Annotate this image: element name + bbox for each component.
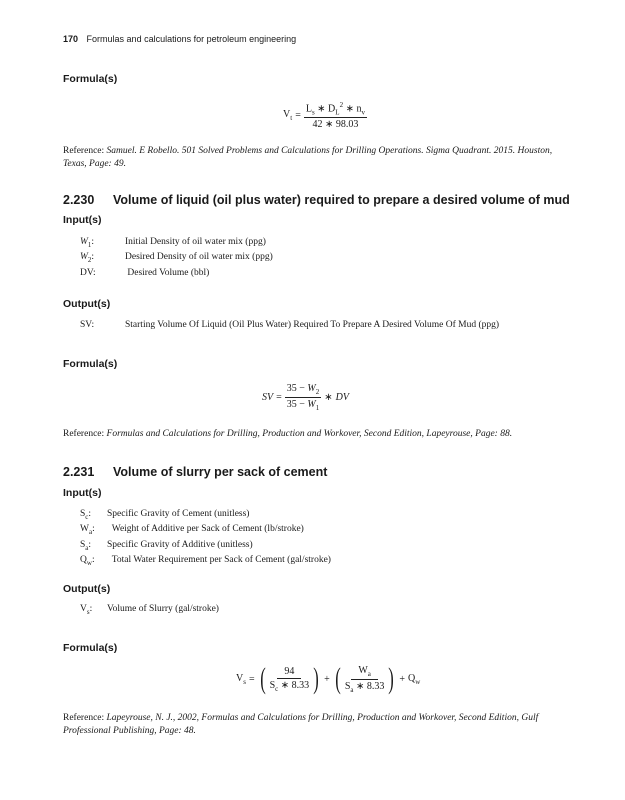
section-231-reference: Reference: Lapeyrouse, N. J., 2002, Formulas and Calculations for Drilling, Production and Workover, Second Edition, Gulf Professional Publishing, Page: 48. [63,713,539,736]
input-row: $W_1$: Initial Density of oil water mix (ppg) [80,237,266,249]
section-number: 2.230 [63,193,95,207]
output-row: $V_s$: Volume of Slurry (gal/stroke) [80,604,219,616]
section-230-formula: SV = $\frac{35 - W_2}{35 - W_1}$ ∗ DV [262,383,349,412]
top-reference: Reference: Samuel. E Robello. 501 Solved Problems and Calculations for Drilling Operations. Sigma Quadrant. 2015. Houston, Texas, Page: 49. [63,146,553,169]
top-formula-label: Formula(s) [63,73,118,85]
input-row: $S_c$: Specific Gravity of Cement (unitless) [80,509,250,521]
input-row: $S_a$: Specific Gravity of Additive (unitless) [80,539,253,552]
section-231-reference-text: Lapeyrouse, N. J., 2002, Formulas and Calculations for Drilling, Production and Workover, Second Edition, Gulf Professional Publishing, Page: 48. [63,713,539,736]
page-number: 170 [63,34,79,44]
top-reference-text: Samuel. E Robello. 501 Solved Problems and Calculations for Drilling Operations. Sigma Quadrant. 2015. Houston, Texas, Page: 49. [63,146,553,169]
section-230-inputs [80,236,273,279]
section-231-inputs [80,508,331,570]
section-231-heading [63,465,583,479]
output-row: SV: Starting Volume Of Liquid (Oil Plus Water) Required To Prepare A Desired Volume Of Mud (ppg) [80,320,500,330]
section-230-heading [63,193,583,207]
input-row: $Q_w$: Total Water Requirement per Sack of Cement (gal/stroke) [80,555,331,568]
running-header [63,34,296,44]
section-230-reference: Reference: Formulas and Calculations for Drilling, Production and Workover, Second Edition, Lapeyrouse, Page: 88. [63,429,513,439]
section-231-input-label: Input(s) [63,487,102,499]
section-230-outputs [80,319,499,332]
input-row: $W_2$: Desired Density of oil water mix (ppg) [80,252,273,265]
section-230-output-label: Output(s) [63,298,111,310]
section-231-outputs [80,603,219,618]
running-title: Formulas and calculations for petroleum engineering [86,34,297,44]
section-title: Volume of liquid (oil plus water) required to prepare a desired volume of mud [113,193,570,207]
section-230-input-label: Input(s) [63,214,102,226]
input-row: $W_a$: Weight of Additive per Sack of Cement (lb/stroke) [80,524,304,537]
section-230-formula-label: Formula(s) [63,358,118,370]
input-row: DV: Desired Volume (bbl) [80,267,210,278]
section-title: Volume of slurry per sack of cement [113,465,328,479]
section-231-formula-label: Formula(s) [63,642,118,654]
section-number: 2.231 [63,465,95,479]
section-231-formula: $V_s$ = ( $\frac{94}{S_c ∗ 8.33}$ ) + ( $\frac{W_a}{S_a ∗ 8.33}$ ) + $Q_w$ [236,662,421,695]
section-231-output-label: Output(s) [63,583,111,595]
section-230-reference-text: Formulas and Calculations for Drilling, Production and Workover, Second Edition, Lapeyrouse, Page: 88. [106,429,513,439]
top-formula: $V_t$ = $\frac{L_s ∗ D_L^2 ∗ n_v}{42 ∗ 98.03}$ [283,101,365,131]
